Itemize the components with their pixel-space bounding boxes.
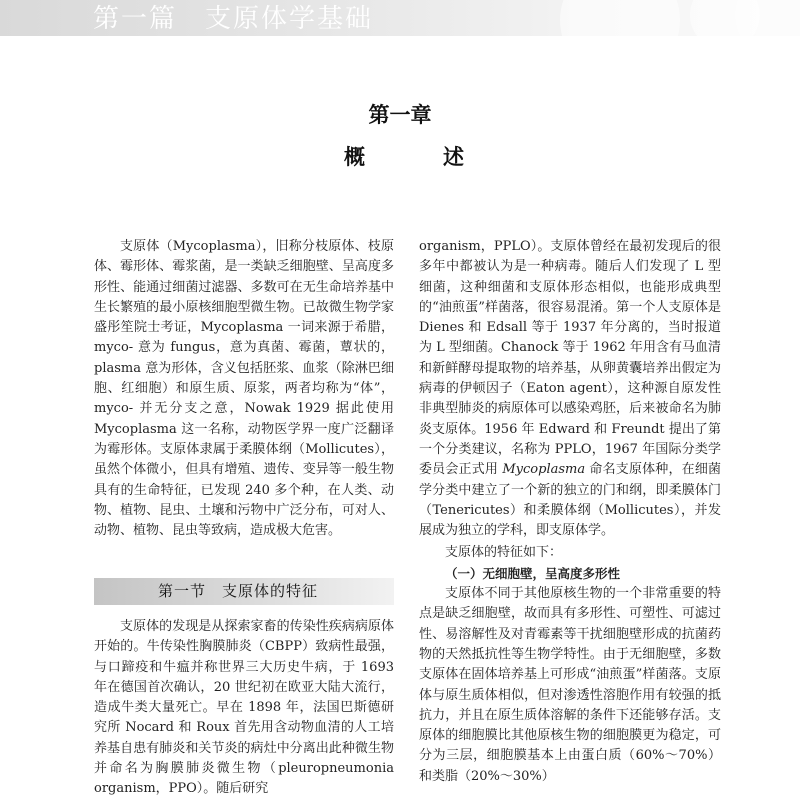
right-paragraph-3: 支原体不同于其他原核生物的一个非常重要的特点是缺乏细胞壁，故而具有多形性、可塑性、可滤过性、易溶解性及对青霉素等干扰细胞壁形成的抗菌药物的天然抵抗性等生物学特性。由于无细胞壁，多数支原体在固体培养基上可形成“油煎蛋”样菌落。支原体与原生质体相似，但对渗透性溶胞作用有较强的抵抗力，并且在原生质体溶解的条件下还能够存活。支原体的细胞膜比其他原核生物的细胞膜更为稳定，可分为三层，细胞膜基本上由蛋白质（60%～70%）和类脂（20%～30%） (419, 586, 721, 784)
section-title: 第一节 支原体的特征 (158, 582, 319, 600)
right-paragraph-1 (419, 237, 721, 541)
chapter-title-char-2: 述 (443, 145, 464, 169)
section-heading-bar (94, 578, 394, 605)
section-paragraph: 支原体的发现是从探索家畜的传染性疾病病原体开始的。牛传染性胸膜肺炎（CBPP）致病性最强，与口蹄疫和牛瘟并称世界三大历史牛病，于 1693 年在德国首次确认，20 世纪初在欧亚大陆大流行，造成牛类大量死亡。早在 1898 年，法国巴斯德研究所 Nocard 和 Roux 首先用含动物血清的人工培养基自患有肺炎和关节炎的病灶中分离出此种微生物并命名为胸膜肺炎微生物（pleuropneumonia organism，PPO）。随后研究 (94, 619, 394, 797)
intro-paragraph: 支原体（Mycoplasma），旧称分枝原体、枝原体、霉形体、霉浆菌，是一类缺乏细胞壁、呈高度多形性、能通过细菌过滤器、多数可在无生命培养基中生长繁殖的最小原核细胞型微生物。已故微生物学家盛彤笙院士考证，Mycoplasma 一词来源于希腊，myco- 意为 fungus，意为真菌、霉菌，蕈状的，plasma 意为形体，含义包括胚浆、血浆（除淋巴细胞、红细胞）和原生质、原浆，两者均称为“体”，myco- 并无分支之意，Nowak 1929 据此使用 Mycoplasma 这一名称，动物医学界一度广泛翻译为霉形体。支原体隶属于柔膜体纲（Mollicutes），虽然个体微小，但具有增殖、遗传、变异等一般生物具有的生命特征，已发现 240 多个种，在人类、动物、植物、昆虫、土壤和污物中广泛分布，可对人、动物、植物、昆虫等致病，造成极大危害。 (94, 239, 394, 539)
part-title: 第一篇 支原体学基础 (93, 4, 374, 34)
right-paragraph-1-text-a: organism，PPLO）。支原体曾经在最初发现后的很多年中都被认为是一种病毒。随后人们发现了 L 型细菌，这种细菌和支原体形态相似，也能形成典型的“油煎蛋”样菌落，很容易混淆。第一个人支原体是 Dienes 和 Edsall 等于 1937 年分离的，当时报道为 L 型细菌。Chanock 等于 1962 年用含有马血清和新鲜酵母提取物的培养基，从卵黄囊培养出假定为病毒的伊顿因子（Eaton agent），这种源自原发性非典型肺炎的病原体可以感染鸡胚，后来被命名为肺炎支原体。1956 年 Edward 和 Freundt 提出了第一个分类建议，名称为 PPLO，1967 年国际分类学委员会正式用 (419, 239, 721, 478)
left-column-intro (94, 237, 394, 541)
left-column-section (94, 617, 394, 800)
decorative-circle (735, 0, 800, 36)
right-column (419, 237, 721, 787)
features-intro: 支原体的特征如下： (445, 545, 563, 561)
subheading-no-cell-wall: （一）无细胞壁，呈高度多形性 (445, 565, 621, 581)
chapter-number: 第一章 (368, 103, 432, 127)
chapter-title (344, 141, 464, 171)
decorative-circle (560, 0, 680, 36)
genus-name-italic: Mycoplasma (502, 462, 586, 478)
right-paragraph-1-text-b: 命名支原体种，在细菌学分类中建立了一个新的独立的门和纲，即柔膜体门（Tenericutes）和柔膜体纲（Mollicutes），并发展成为独立的学科，即支原体学。 (419, 462, 721, 539)
part-header-banner (0, 0, 800, 36)
chapter-title-char-1: 概 (344, 145, 365, 169)
